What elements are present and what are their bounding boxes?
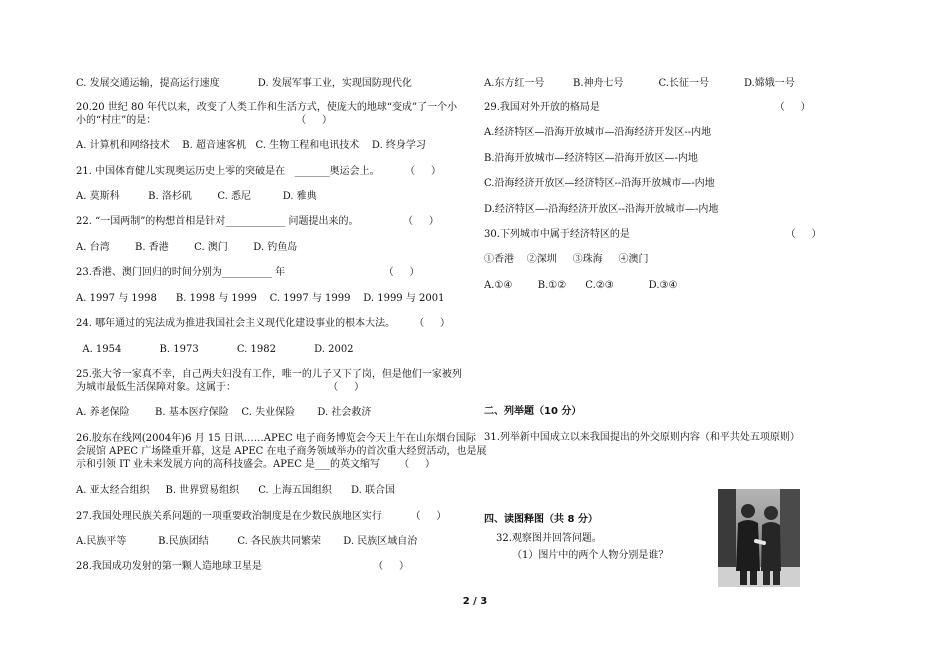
section-2-heading: 二、列举题（10 分） [484, 406, 582, 417]
q29-option-d: D.经济特区—-沿海经济开放区--沿海开放城市—-内地 [484, 204, 719, 215]
q26-stem-line3: 示和引领 IT 业未来发展方向的高科技盛会。APEC 是___的英文缩写 （ ） [76, 459, 436, 470]
q19-options-cd: C. 发展交通运输，提高运行速度 D. 发展军事工业，实现国防现代化 [76, 78, 412, 89]
q21-options: A. 莫斯科 B. 洛杉矶 C. 悉尼 D. 雅典 [76, 191, 317, 202]
q25-stem-line1: 25.张大爷一家真不幸，自己两夫妇没有工作，唯一的儿子又下了岗，但是他们一家被列 [76, 369, 462, 380]
q25-stem-line2: 为城市最低生活保障对象。这属于： （ ） [76, 382, 365, 393]
q23-stem: 23.香港、澳门回归的时间分别为__________ 年 （ ） [76, 267, 420, 278]
q26-stem-line2: 会展馆 APEC 广场隆重开幕，这是 APEC 在电子商务领域举办的首次重大经贸活动，也是展 [76, 446, 487, 457]
q29-stem: 29.我国对外开放的格局是 （ ） [484, 102, 811, 113]
q24-stem: 24. 哪年通过的宪法成为推进我国社会主义现代化建设事业的根本大法。 （ ） [76, 318, 451, 329]
section-4-heading: 四、读图释图（共 8 分） [484, 514, 598, 525]
q26-stem-line1: 26.胶东在线网(2004年)6 月 15 日讯……APEC 电子商务博览会今天上午在山东烟台国际 [76, 433, 476, 444]
q20-stem-line2: 小的“村庄”的是： （ ） [76, 115, 332, 126]
q20-stem-line1: 20.20 世纪 80 年代以来，改变了人类工作和生活方式，使庞大的地球“变成”了一个小 [76, 102, 458, 113]
q25-options: A. 养老保险 B. 基本医疗保险 C. 失业保险 D. 社会救济 [76, 407, 372, 418]
q28-options: A.东方红一号 B.神舟七号 C.长征一号 D.嫦娥一号 [484, 78, 795, 89]
q28-stem: 28.我国成功发射的第一颗人造地球卫星是 （ ） [76, 561, 410, 572]
page-number: 2 / 3 [462, 596, 488, 607]
q32-stem: 32.观察图并回答问题。 [496, 533, 602, 544]
q29-option-a: A.经济特区—沿海开放城市—沿海经济开发区--内地 [484, 127, 712, 138]
q31-stem: 31.列举新中国成立以来我国提出的外交原则内容（和平共处五项原则） [484, 432, 800, 443]
q24-options: A. 1954 B. 1973 C. 1982 D. 2002 [76, 344, 354, 355]
q26-options: A. 亚太经合组织 B. 世界贸易组织 C. 上海五国组织 D. 联合国 [76, 485, 395, 496]
q23-options: A. 1997 与 1998 B. 1998 与 1999 C. 1997 与 1999 D. 1999 与 2001 [76, 293, 445, 304]
q27-options: A.民族平等 B.民族团结 C. 各民族共同繁荣 D. 民族区域自治 [76, 536, 418, 547]
q32-subquestion-1: （1）图片中的两个人物分别是谁？ [512, 550, 669, 561]
q29-option-c: C.沿海经济开放区—经济特区--沿海开放城市—-内地 [484, 178, 715, 189]
q30-options: A.①④ B.①② C.②③ D.③④ [484, 280, 678, 291]
q27-stem: 27.我国处理民族关系问题的一项重要政治制度是在少数民族地区实行 （ ） [76, 511, 447, 522]
q30-items: ①香港 ②深圳 ③珠海 ④澳门 [484, 254, 649, 265]
q30-stem: 30.下列城市中属于经济特区的是 （ ） [484, 229, 822, 240]
q21-stem: 21. 中国体育健儿实现奥运历史上零的突破是在 _______奥运会上。 （ ） [76, 166, 441, 177]
handshake-photo [718, 489, 800, 587]
q22-options: A. 台湾 B. 香港 C. 澳门 D. 钓鱼岛 [76, 242, 298, 253]
q20-options: A. 计算机和网络技术 B. 超音速客机 C. 生物工程和电讯技术 D. 终身学习 [76, 140, 426, 151]
q29-option-b: B.沿海开放城市—经济特区—沿海开放区—-内地 [484, 153, 698, 164]
handshake-photo-illustration [718, 489, 800, 587]
q22-stem: 22. “一国两制”的构想首相是针对____________ 问题提出来的。 （ ） [76, 216, 439, 227]
